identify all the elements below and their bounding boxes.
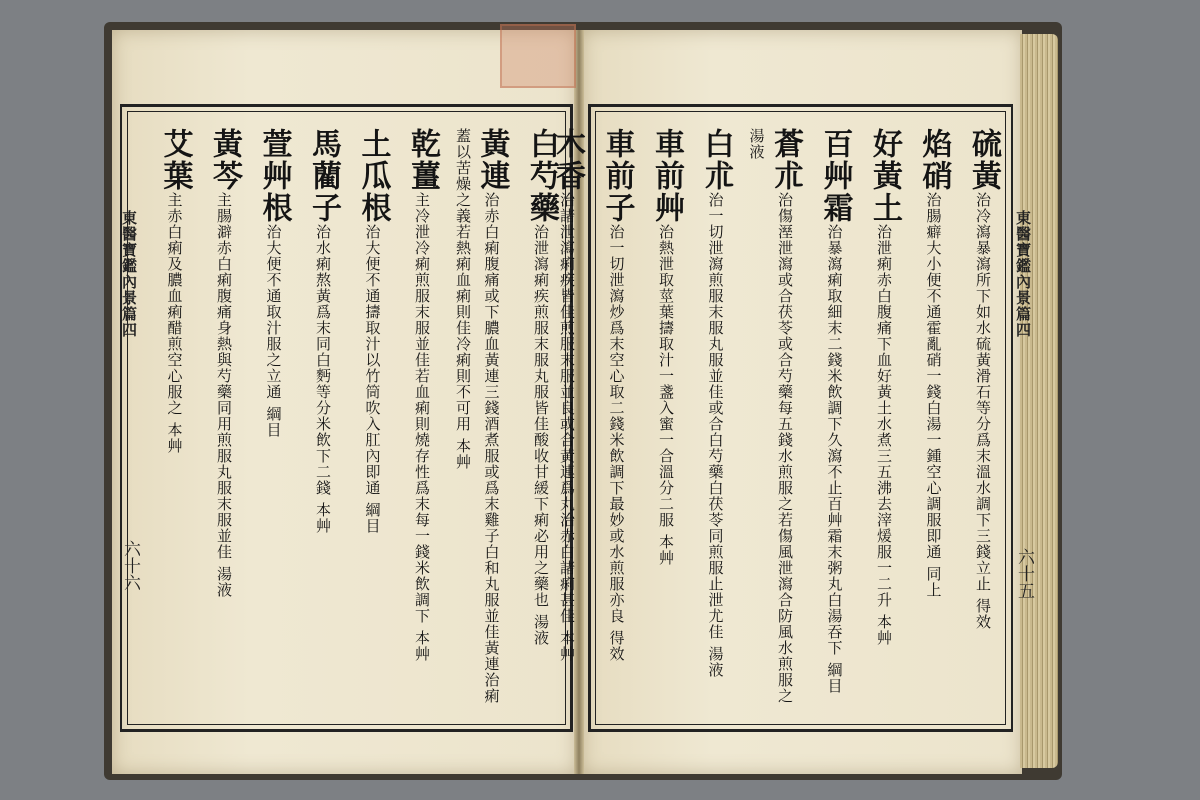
- entry-headword: 萱艸根: [256, 128, 292, 224]
- entry-text: 治一切泄瀉煎服末服丸服並佳或合白芍藥白茯苓同煎服止泄尤佳 湯液: [706, 192, 725, 678]
- entry-text: 治暴瀉痢取細末二錢米飲調下久瀉不止百艸霜末粥丸白湯吞下 綱目: [825, 224, 844, 694]
- entry-column: [156, 128, 194, 708]
- entry-headword: 百艸霜: [817, 128, 853, 224]
- entry-text: 治傷溼泄瀉或合茯苓或合芍藥每五錢水煎服之若傷風泄瀉合防風水煎服之 湯液: [747, 128, 794, 704]
- entry-headword: 焰硝: [916, 128, 952, 192]
- entry-column: [965, 128, 1003, 708]
- entry-headword: 白芍藥: [524, 128, 559, 224]
- entry-column: [747, 128, 805, 708]
- entry-column: [523, 128, 561, 708]
- entry-text: 治一切泄瀉炒爲末空心取二錢米飲調下最妙或水煎服亦良 得效: [607, 224, 626, 662]
- entry-headword: 乾薑: [405, 128, 440, 192]
- entry-text: 治大便不通擣取汁以竹筒吹入肛內即通 綱目: [363, 224, 382, 534]
- entry-column: [255, 128, 293, 708]
- entry-headword: 車前艸: [649, 128, 684, 224]
- entry-text: 治水痢熬黃爲末同白麪等分米飲下二錢 本艸: [314, 224, 332, 534]
- entry-headword: 馬藺子: [306, 128, 341, 224]
- entry-column: [816, 128, 854, 708]
- entry-headword: 蒼朮: [768, 128, 803, 192]
- entry-text: 治大便不通取汁服之立通 綱目: [264, 224, 283, 438]
- entry-column: [206, 128, 244, 708]
- entry-headword: 黃連: [474, 128, 510, 192]
- entry-headword: 好黃土: [867, 128, 902, 224]
- left-page-header-strip: 東醫寶鑑內景篇四: [120, 210, 138, 338]
- entry-text: 治諸泄瀉痢疾皆佳煎服末服並良或合黃連爲丸治赤白諸痢甚佳 本艸: [558, 192, 576, 662]
- entry-text: 治腸癖大小便不通霍亂硝一錢白湯一鍾空心調服即通 同上: [924, 192, 943, 598]
- entry-headword: 車前子: [599, 128, 635, 224]
- entry-column: [915, 128, 953, 708]
- entry-column: [404, 128, 442, 708]
- entry-text: 主冷泄冷痢煎服末服並佳若血痢則燒存性爲末每一錢米飲調下 本艸: [413, 192, 431, 662]
- entry-column: [697, 128, 735, 708]
- right-page-header-strip: 東醫寶鑑內景篇四: [1014, 210, 1032, 338]
- entry-column: [648, 128, 686, 708]
- entry-headword: 白朮: [698, 128, 734, 192]
- entry-text: 治泄瀉痢疾煎服末服丸服皆佳酸收甘緩下痢必用之藥也 湯液: [532, 224, 550, 646]
- entry-column: [866, 128, 904, 708]
- entry-text: 治赤白痢腹痛或下膿血黃連三錢酒煮服或爲末雞子白和丸服並佳黃連治痢蓋以苦燥之義若熱痢血痢則佳冷痢則不可用 本艸: [454, 128, 501, 704]
- entry-headword: 艾葉: [157, 128, 193, 192]
- right-page-number: 六十五: [1014, 548, 1034, 599]
- entry-text: 治熱泄取莖葉擣取汁一盞入蜜一合溫分二服 本艸: [657, 224, 675, 566]
- entry-text: 主腸澼赤白痢腹痛身熱與芍藥同用煎服丸服末服並佳 湯液: [215, 192, 233, 598]
- left-page-columns: [142, 128, 560, 708]
- library-seal-stamp: [500, 24, 576, 88]
- entry-text: 治冷瀉暴瀉所下如水硫黃滑石等分爲末溫水調下三錢立止 得效: [974, 192, 992, 630]
- entry-column: [305, 128, 343, 708]
- entry-text: 治泄痢赤白腹痛下血好黃土水煮三五沸去滓煖服一二升 本艸: [875, 224, 893, 646]
- left-page-number: 六十六: [120, 540, 140, 591]
- entry-headword: 木香: [550, 128, 585, 192]
- entry-text: 主赤白痢及膿血痢醋煎空心服之 本艸: [165, 192, 184, 454]
- entry-column: [354, 128, 392, 708]
- entry-headword: 黃芩: [207, 128, 242, 192]
- entry-headword: 土瓜根: [355, 128, 391, 224]
- entry-column: [453, 128, 511, 708]
- entry-column: [598, 128, 636, 708]
- right-page-columns: [550, 128, 1002, 708]
- entry-headword: 硫黃: [966, 128, 1001, 192]
